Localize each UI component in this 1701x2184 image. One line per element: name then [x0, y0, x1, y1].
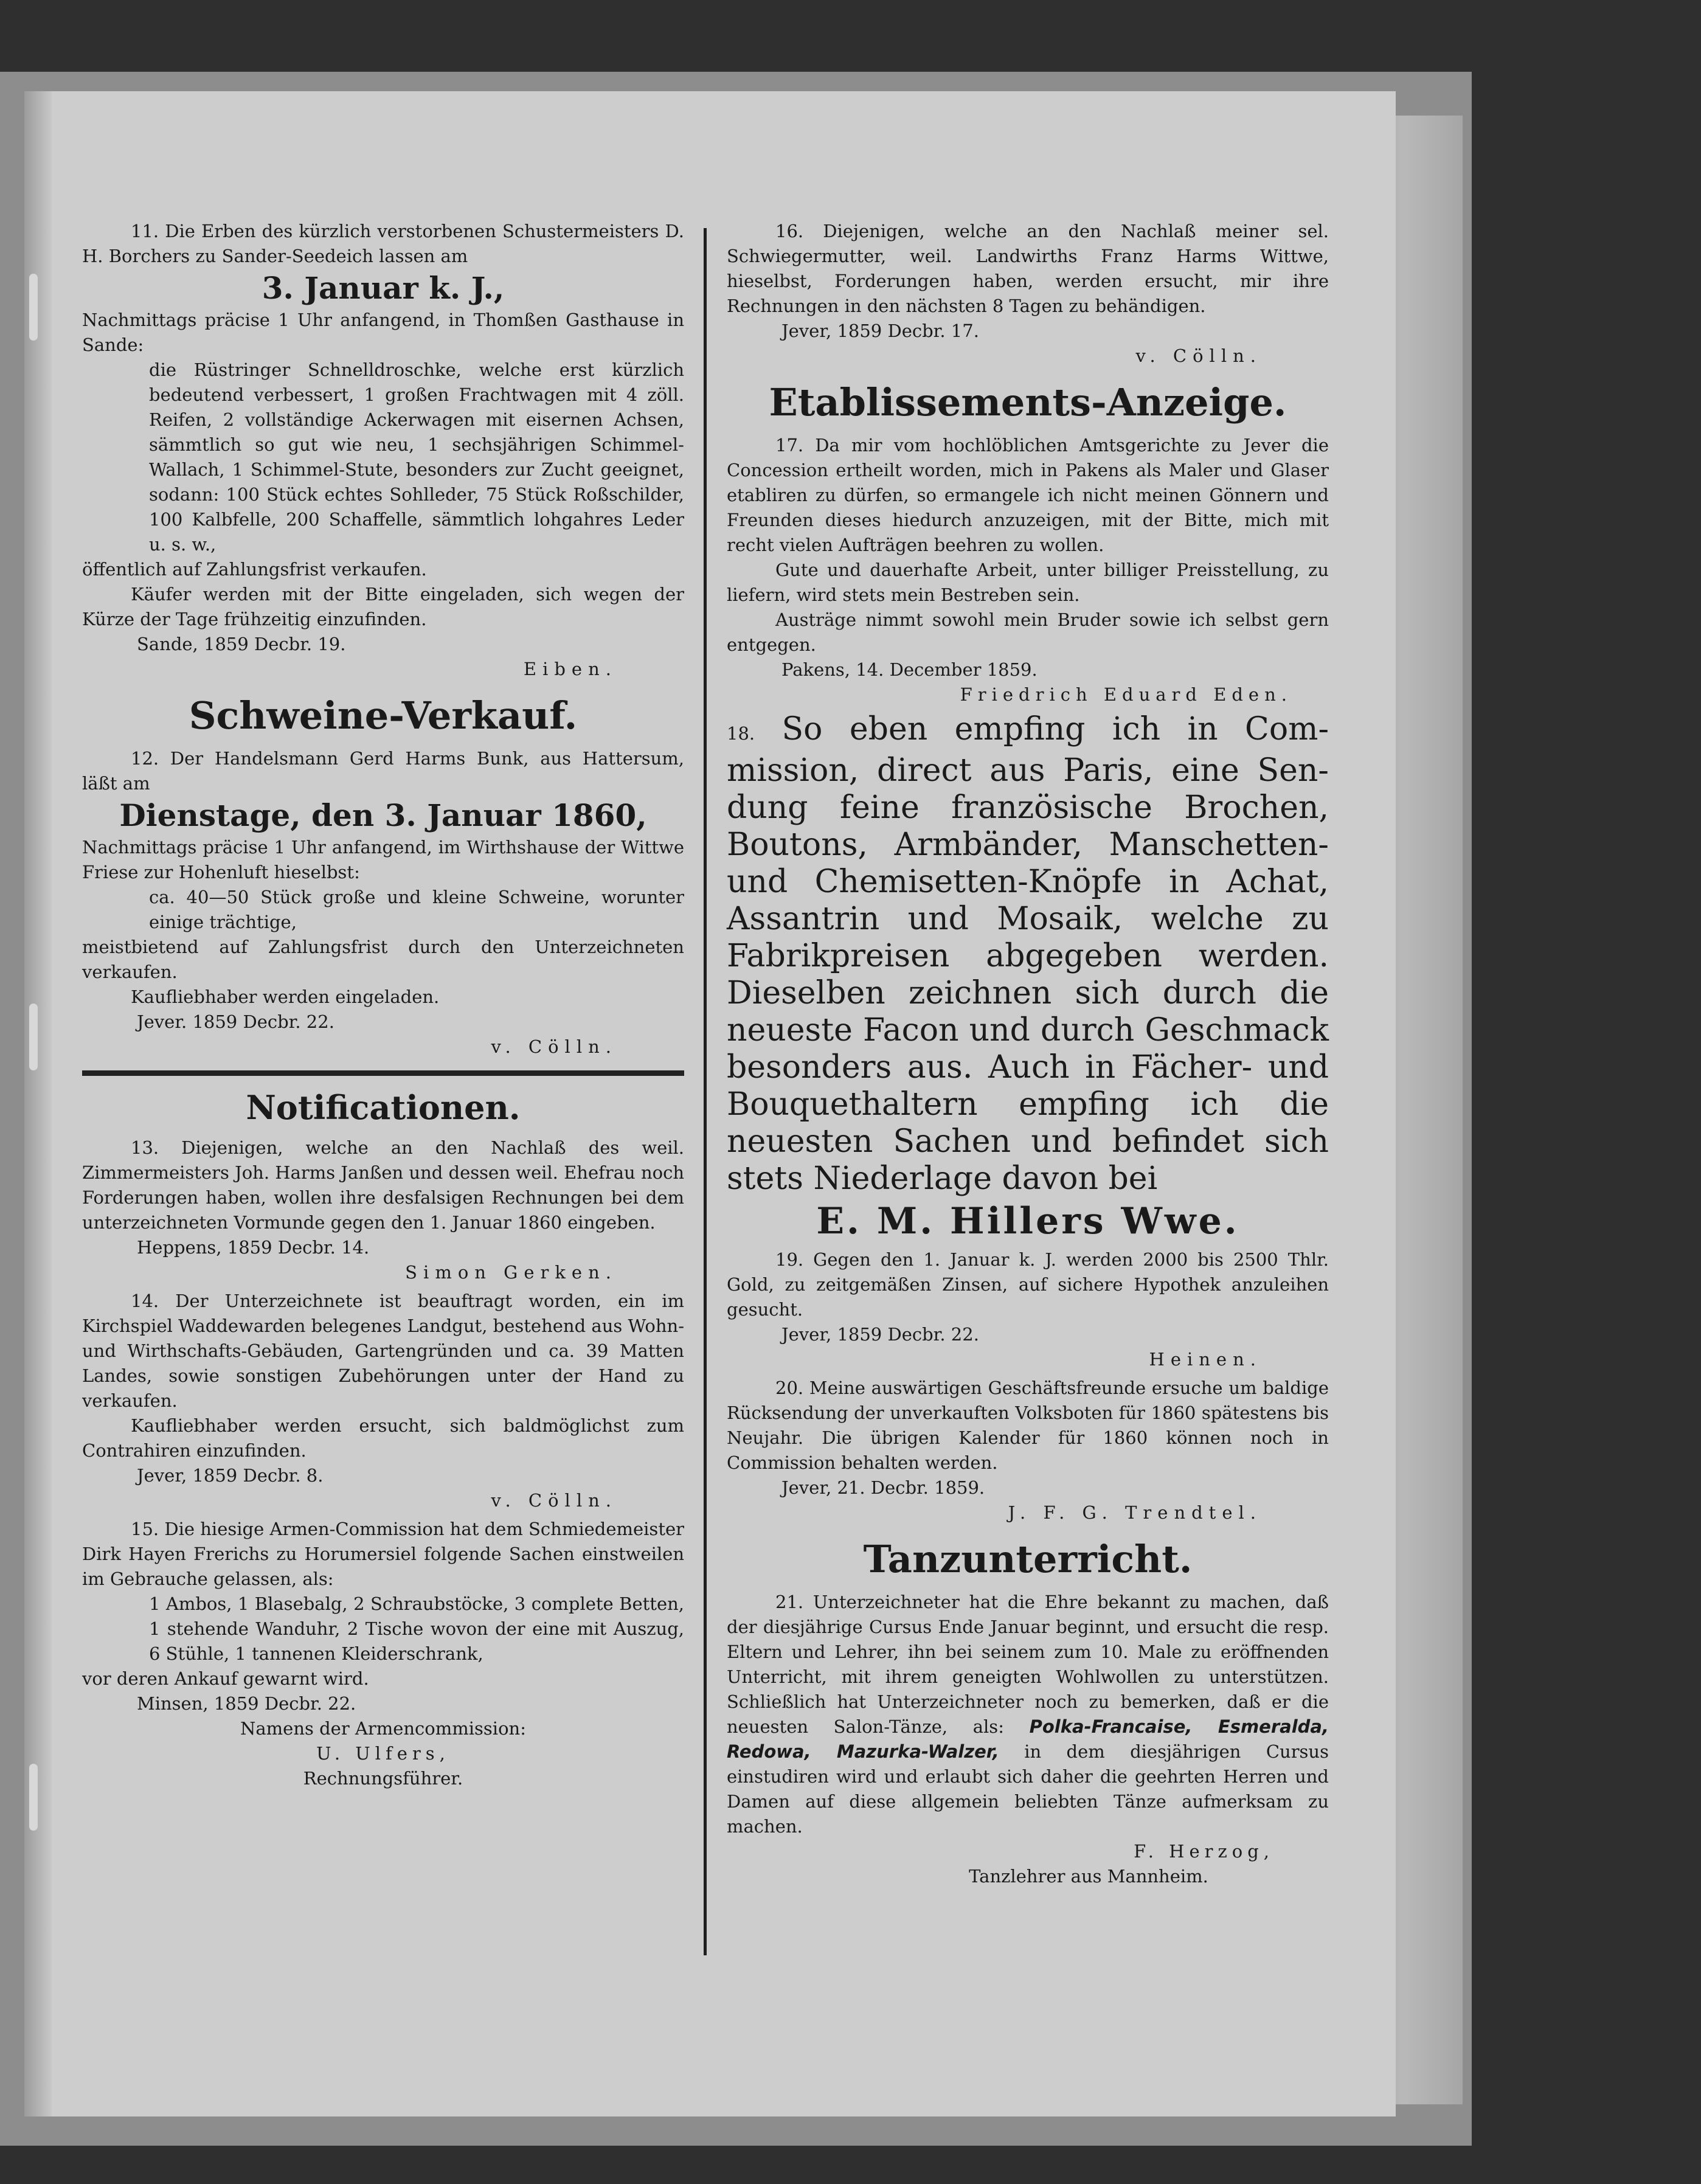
- ad-17: [727, 433, 1329, 707]
- book-spine: [24, 91, 52, 2116]
- ad-12-place-date: Jever. 1859 Decbr. 22.: [137, 1011, 334, 1032]
- ad-12-invitation: Kaufliebhaber werden eingeladen.: [131, 986, 440, 1007]
- ad-15-signature-role: Rechnungsführer.: [303, 1768, 463, 1789]
- ad-18-shop-name: E. M. Hillers Wwe.: [816, 1200, 1239, 1243]
- ad-15: [82, 1517, 684, 1791]
- ad-21-text: [727, 1590, 1329, 1839]
- right-column: [727, 219, 1329, 1893]
- ad-17-text: 17. Da mir vom hochlöblichen Amtsgerichte zu Jever die Concession ertheilt worden, mich in Pakens als Maler und Glaser etabliren zu dürfen, so ermangele ich nicht meinen Gönnern und Freunden dieses hiedurch anzuzeigen, mit der Bitte, mich mit recht vielen Aufträgen beehren zu wollen.: [727, 435, 1329, 555]
- ad-12-date: Dienstage, den 3. Januar 1860,: [119, 797, 647, 833]
- ad-19-text: 19. Gegen den 1. Januar k. J. werden 2000 bis 2500 Thlr. Gold, zu zeitgemäßen Zinsen, auf sichere Hypothek anzuleihen gesucht.: [727, 1249, 1329, 1320]
- ad-12: [82, 746, 684, 1059]
- binding-stitch: [29, 274, 38, 341]
- section-rule: [82, 1070, 684, 1076]
- ad-21-dance-names: Polka-Francaise, Esmeralda, Redowa, Mazurka-Walzer,: [727, 1716, 1329, 1762]
- ad-16-signature: v. Cölln.: [1135, 345, 1262, 366]
- ad-20-place-date: Jever, 21. Decbr. 1859.: [781, 1477, 985, 1498]
- binding-stitch: [29, 1764, 38, 1831]
- column-divider: [704, 228, 707, 1955]
- ad-21-signature: F. Herzog,: [1134, 1841, 1274, 1862]
- ad-17-orders: Austräge nimmt sowohl mein Bruder sowie ich selbst gern entgegen.: [727, 609, 1329, 655]
- ad-13-place-date: Heppens, 1859 Decbr. 14.: [137, 1237, 370, 1258]
- ad-11-sale-terms: öffentlich auf Zahlungsfrist verkaufen.: [82, 559, 427, 580]
- ad-20: [727, 1376, 1329, 1525]
- ad-13: [82, 1135, 684, 1285]
- ad-17-signature: Friedrich Eduard Eden.: [960, 684, 1292, 705]
- ad-12-time-place: Nachmittags präcise 1 Uhr anfangend, im Wirthshause der Wittwe Friese zur Hohenluft hieselbst:: [82, 837, 684, 882]
- ad-14: [82, 1289, 684, 1513]
- ad-15-signature-name: U. Ulfers,: [316, 1743, 450, 1764]
- binding-stitch: [29, 1004, 38, 1070]
- ad-16-place-date: Jever, 1859 Decbr. 17.: [781, 321, 979, 341]
- heading-notificationen: Notificationen.: [246, 1088, 521, 1127]
- ad-12-item-list: ca. 40—50 Stück große und kleine Schweine, worunter einige trächtige,: [149, 887, 684, 932]
- ad-21-role: Tanzlehrer aus Mannheim.: [969, 1866, 1208, 1887]
- heading-etablissements-anzeige: Etablissements-Anzeige.: [769, 380, 1287, 425]
- ad-12-signature: v. Cölln.: [491, 1036, 617, 1057]
- ad-17-promise: Gute und dauerhafte Arbeit, unter billiger Preisstellung, zu liefern, wird stets mein Bestreben sein.: [727, 560, 1329, 605]
- ad-18-number: 18.: [727, 723, 755, 744]
- ad-19: [727, 1247, 1329, 1372]
- ad-11-time-place: Nachmittags präcise 1 Uhr anfangend, in Thomßen Gasthause in Sande:: [82, 310, 684, 355]
- ad-11-signature: Eiben.: [523, 659, 617, 679]
- ad-19-place-date: Jever, 1859 Decbr. 22.: [781, 1324, 979, 1345]
- heading-schweine-verkauf: Schweine-Verkauf.: [189, 693, 578, 738]
- ad-14-invitation: Kaufliebhaber werden ersucht, sich baldmöglichst zum Contrahiren einzufinden.: [82, 1415, 684, 1461]
- ad-18-body: So eben empfing ich in Commission, direct aus Paris, eine Sendung feine französische Brochen, Boutons, Armbänder, Manschetten- und Chemisetten-Knöpfe in Achat, Assantrin und Mosaik, welche zu Fabrikpreisen abgegeben werden. Dieselben zeichnen sich durch die neueste Facon und durch Geschmack besonders aus. Auch in Fächer- und Bouquethaltern empfing ich die neuesten Sachen und befindet sich stets Niederlage davon bei: [727, 711, 1329, 1197]
- ad-11-intro: 11. Die Erben des kürzlich verstorbenen Schustermeisters D. H. Borchers zu Sander-Seedeich lassen am: [82, 221, 684, 266]
- ad-21-text-end: in dem diesjährigen Cursus einstudiren wird und erlaubt sich daher die geehrten Herren und Damen auf diese allgemein beliebten Tänze aufmerksam zu machen.: [727, 1741, 1329, 1837]
- ad-11-invitation: Käufer werden mit der Bitte eingeladen, sich wegen der Kürze der Tage frühzeitig einzufinden.: [82, 584, 684, 629]
- ad-14-text: 14. Der Unterzeichnete ist beauftragt worden, ein im Kirchspiel Waddewarden belegenes Landgut, bestehend aus Wohn- und Wirthschafts-Gebäuden, Gartengründen und ca. 39 Matten Landes, sowie sonstigen Zubehörungen unter der Hand zu verkaufen.: [82, 1291, 684, 1411]
- ad-15-text: 15. Die hiesige Armen-Commission hat dem Schmiedemeister Dirk Hayen Frerichs zu Horumersiel folgende Sachen einstweilen im Gebrauche gelassen, als:: [82, 1519, 684, 1589]
- ad-16-text: 16. Diejenigen, welche an den Nachlaß meiner sel. Schwiegermutter, weil. Landwirths Franz Harms Wittwe, hieselbst, Forderungen haben, werden ersucht, mir ihre Rechnungen in den nächsten 8 Tagen zu behändigen.: [727, 221, 1329, 316]
- ad-15-item-list: 1 Ambos, 1 Blasebalg, 2 Schraubstöcke, 3 complete Betten, 1 stehende Wanduhr, 2 Tische wovon der eine mit Auszug, 6 Stühle, 1 tannenen Kleiderschrank,: [149, 1593, 684, 1664]
- left-column: [82, 219, 684, 1795]
- ad-18: [727, 711, 1329, 1243]
- ad-20-signature: J. F. G. Trendtel.: [1008, 1502, 1262, 1523]
- ad-11-place-date: Sande, 1859 Decbr. 19.: [137, 634, 346, 654]
- ad-17-place-date: Pakens, 14. December 1859.: [781, 659, 1038, 680]
- ad-11: [82, 219, 684, 682]
- ad-14-signature: v. Cölln.: [491, 1490, 617, 1511]
- ad-21: [727, 1590, 1329, 1889]
- ad-19-signature: Heinen.: [1149, 1349, 1262, 1370]
- ad-14-place-date: Jever, 1859 Decbr. 8.: [137, 1465, 324, 1486]
- ad-18-text: [727, 711, 1329, 1198]
- ad-13-text: 13. Diejenigen, welche an den Nachlaß des weil. Zimmermeisters Joh. Harms Janßen und dessen weil. Ehefrau noch Forderungen haben, wollen ihre desfalsigen Rechnungen bei dem unterzeichneten Vormunde gegen den 1. Januar 1860 eingeben.: [82, 1137, 684, 1233]
- ad-11-item-list: die Rüstringer Schnelldroschke, welche erst kürzlich bedeutend verbessert, 1 großen Frachtwagen mit 4 zöll. Reifen, 2 vollständige Ackerwagen mit eisernen Achsen, sämmtlich so gut wie neu, 1 sechsjährigen Schimmel-Wallach, 1 Schimmel-Stute, besonders zur Zucht geeignet, sodann: 100 Stück echtes Sohlleder, 75 Stück Roßschilder, 100 Kalbfelle, 200 Schaffelle, sämmtlich lohgahres Leder u. s. w.,: [149, 359, 684, 555]
- ad-11-date: 3. Januar k. J.,: [262, 270, 505, 306]
- ad-12-intro: 12. Der Handelsmann Gerd Harms Bunk, aus Hattersum, läßt am: [82, 748, 684, 794]
- ad-16: [727, 219, 1329, 369]
- ad-13-signature: Simon Gerken.: [405, 1262, 617, 1283]
- ad-15-place-date: Minsen, 1859 Decbr. 22.: [137, 1693, 356, 1714]
- ad-15-warning: vor deren Ankauf gewarnt wird.: [82, 1668, 369, 1689]
- ad-12-sale-terms: meistbietend auf Zahlungsfrist durch den Unterzeichneten verkaufen.: [82, 937, 684, 982]
- ad-21-text-start: 21. Unterzeichneter hat die Ehre bekannt zu machen, daß der diesjährige Cursus Ende Januar beginnt, und ersucht die resp. Eltern und Lehrer, ihn bei seinem zum 10. Male zu eröffnenden Unterricht, mit ihrem geneigten Wohlwollen zu unterstützen. Schließlich hat Unterzeichneter noch zu bemerken, daß er die neuesten Salon-Tänze, als:: [727, 1592, 1329, 1737]
- ad-15-signature-line-1: Namens der Armencommission:: [240, 1718, 526, 1739]
- ad-20-text: 20. Meine auswärtigen Geschäftsfreunde ersuche um baldige Rücksendung der unverkauften Volksboten für 1860 spätestens bis Neujahr. Die übrigen Kalender für 1860 können noch in Commission behalten werden.: [727, 1378, 1329, 1473]
- heading-tanzunterricht: Tanzunterricht.: [863, 1537, 1193, 1581]
